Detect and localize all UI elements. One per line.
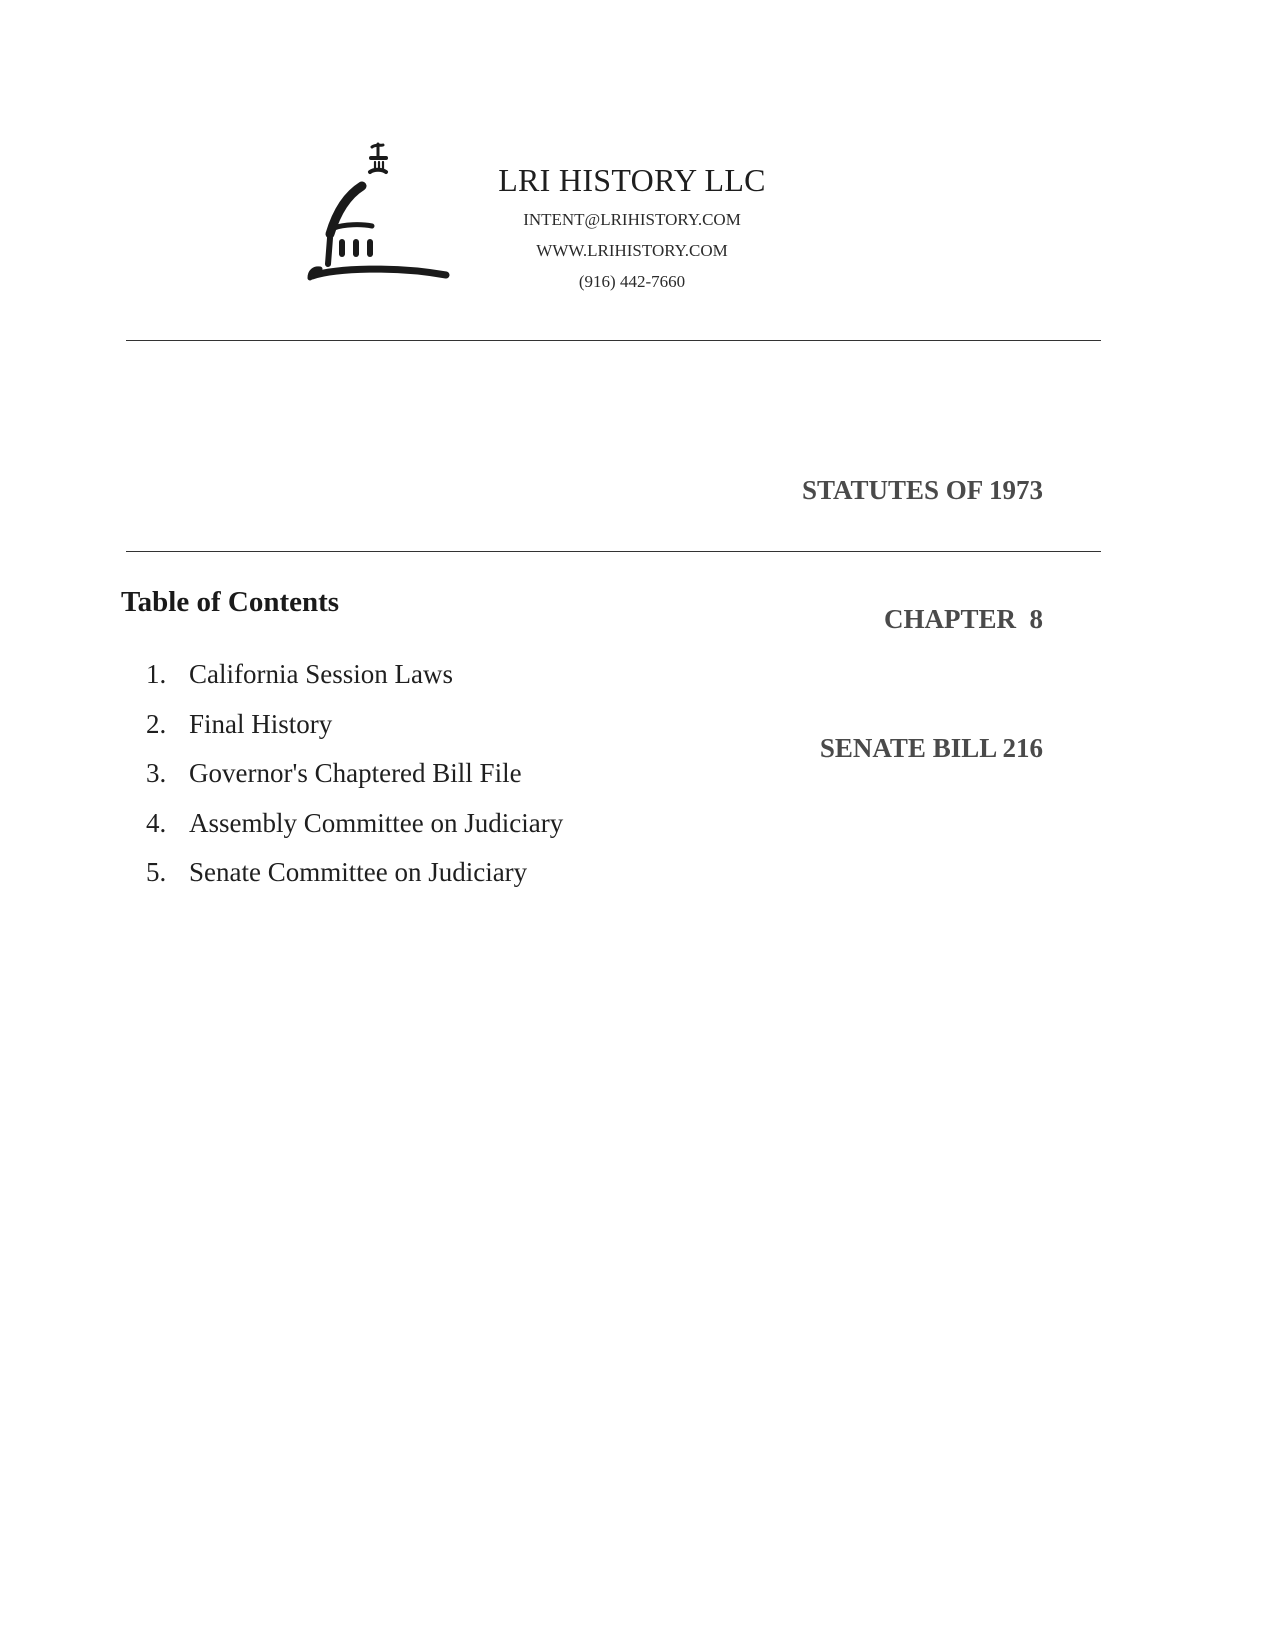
toc-item-label: Governor's Chaptered Bill File bbox=[189, 758, 522, 788]
toc-item-label: Assembly Committee on Judiciary bbox=[189, 807, 564, 838]
toc-item-label: Final History bbox=[189, 708, 333, 739]
bottom-divider bbox=[126, 551, 1101, 552]
toc-item-number: 4. bbox=[146, 807, 167, 838]
firm-website: WWW.LRIHISTORY.COM bbox=[536, 241, 728, 260]
toc-item-number: 1. bbox=[146, 659, 167, 689]
chapter-number: CHAPTER 8 bbox=[883, 604, 1043, 634]
firm-email: INTENT@LRIHISTORY.COM bbox=[523, 210, 741, 229]
toc-item-number: 5. bbox=[146, 857, 167, 887]
toc-item-number: 3. bbox=[146, 758, 167, 788]
toc-item bbox=[146, 799, 563, 849]
firm-phone: (916) 442-7660 bbox=[578, 272, 686, 291]
toc-item-label: Senate Committee on Judiciary bbox=[189, 857, 528, 887]
capitol-dome-icon bbox=[306, 138, 452, 294]
firm-name: LRI HISTORY LLC bbox=[498, 162, 766, 198]
toc-list bbox=[146, 650, 563, 898]
toc-item-label: California Session Laws bbox=[189, 659, 453, 689]
statutes-year: STATUTES OF 1973 bbox=[801, 475, 1043, 505]
toc-heading: Table of Contents bbox=[121, 586, 340, 618]
top-divider bbox=[126, 340, 1101, 341]
firm-header bbox=[432, 160, 832, 297]
bill-number: SENATE BILL 216 bbox=[819, 733, 1043, 763]
bill-identification bbox=[802, 383, 1043, 813]
toc-item bbox=[146, 749, 563, 799]
toc-item bbox=[146, 700, 563, 750]
toc-item bbox=[146, 650, 563, 700]
toc-item bbox=[146, 848, 563, 898]
toc-item-number: 2. bbox=[146, 708, 167, 739]
